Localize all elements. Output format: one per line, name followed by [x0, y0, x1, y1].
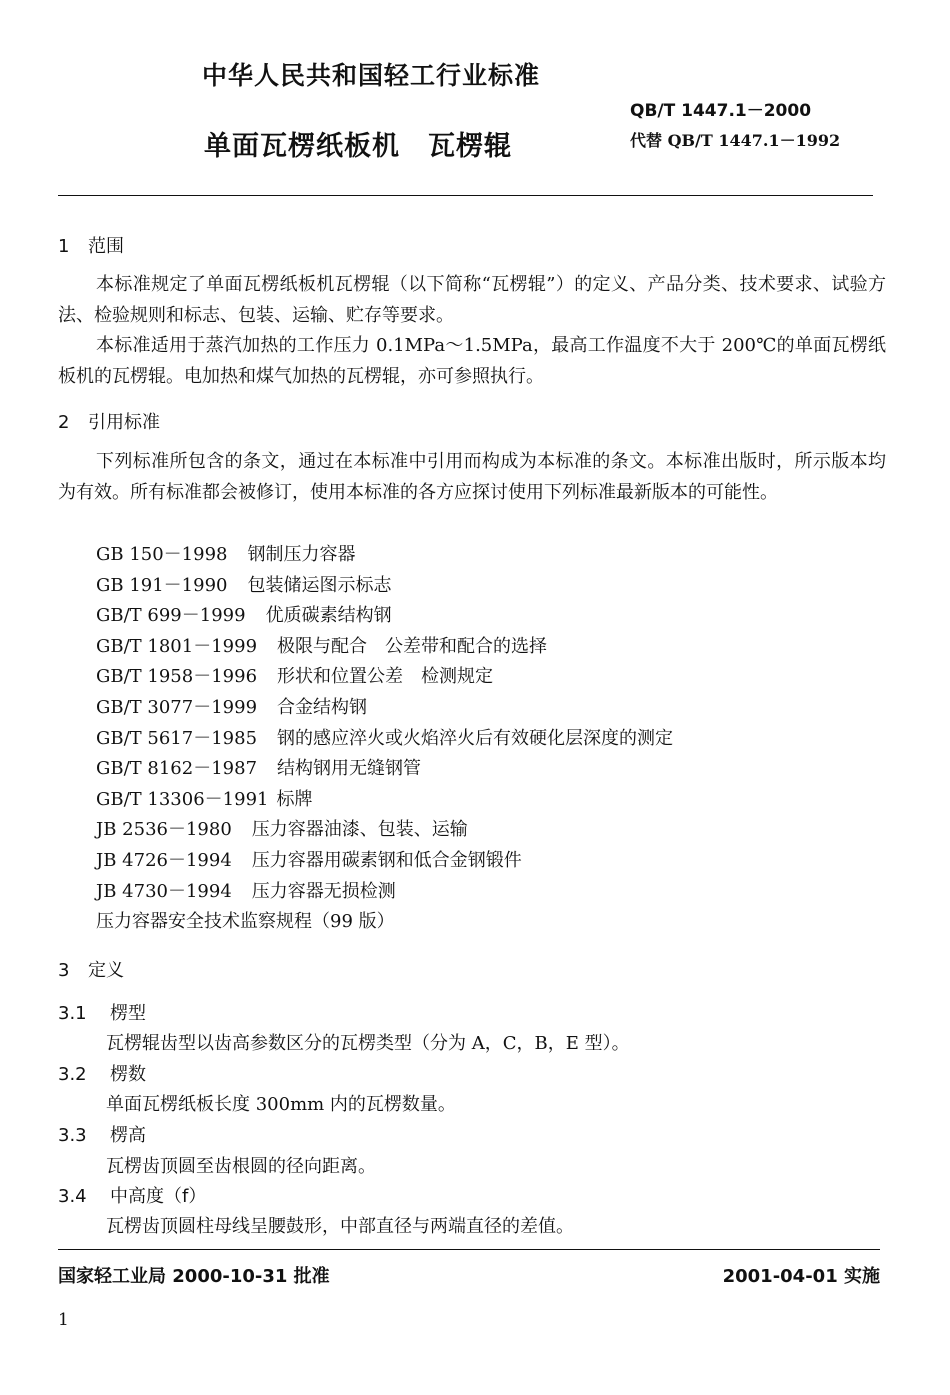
definition-term-3-2: 3.2 楞数	[58, 1064, 146, 1085]
standard-code: QB/T 1447.1－2000	[630, 101, 812, 121]
list-item: GB/T 5617－1985 钢的感应淬火或火焰淬火后有效硬化层深度的测定	[96, 727, 674, 749]
section-heading-scope: 1 范围	[58, 236, 124, 257]
list-item: GB 150－1998 钢制压力容器	[96, 544, 356, 565]
definition-term-3-1: 3.1 楞型	[58, 1003, 146, 1024]
header-divider	[58, 195, 873, 196]
list-item: JB 2536－1980 压力容器油漆、包装、运输	[96, 819, 468, 841]
scope-paragraph-1: 本标准规定了单面瓦楞纸板机瓦楞辊（以下简称“瓦楞辊”）的定义、产品分类、技术要求、试验方法、检验规则和标志、包装、运输、贮存等要求。	[58, 274, 886, 326]
list-item: GB/T 1958－1996 形状和位置公差 检测规定	[96, 666, 494, 688]
list-item: GB/T 3077－1999 合金结构钢	[96, 696, 368, 718]
definition-description-3-4: 瓦楞齿顶圆柱母线呈腰鼓形，中部直径与两端直径的差值。	[106, 1216, 574, 1237]
standard-category: 中华人民共和国轻工行业标准	[202, 61, 541, 90]
list-item: GB/T 1801－1999 极限与配合 公差带和配合的选择	[96, 635, 548, 657]
list-item: JB 4726－1994 压力容器用碳素钢和低合金钢锻件	[96, 849, 522, 871]
section-heading-references: 2 引用标准	[58, 412, 160, 433]
list-item: GB/T 699－1999 优质碳素结构钢	[96, 605, 392, 627]
list-item: 压力容器安全技术监察规程（99 版）	[96, 911, 395, 933]
document-title: 单面瓦楞纸板机 瓦楞辊	[204, 131, 512, 162]
page-number: 1	[58, 1310, 69, 1330]
effective-date: 2001-04-01 实施	[722, 1266, 880, 1287]
definition-description-3-2: 单面瓦楞纸板长度 300mm 内的瓦楞数量。	[106, 1094, 456, 1115]
definition-term-3-3: 3.3 楞高	[58, 1125, 146, 1146]
section-heading-definitions: 3 定义	[58, 960, 124, 981]
definition-description-3-1: 瓦楞辊齿型以齿高参数区分的瓦楞类型（分为 A，C，B，E 型）。	[106, 1033, 630, 1054]
list-item: GB 191－1990 包装储运图示标志	[96, 574, 392, 596]
replaces-standard: 代替 QB/T 1447.1－1992	[630, 131, 841, 150]
footer-divider	[58, 1249, 880, 1250]
scope-paragraph-2: 本标准适用于蒸汽加热的工作压力 0.1MPa～1.5MPa，最高工作温度不大于 200℃的单面瓦楞纸板机的瓦楞辊。电加热和煤气加热的瓦楞辊，亦可参照执行。	[58, 335, 886, 387]
list-item: GB/T 8162－1987 结构钢用无缝钢管	[96, 758, 422, 780]
references-intro: 下列标准所包含的条文，通过在本标准中引用而构成为本标准的条文。本标准出版时，所示版本均为有效。所有标准都会被修订，使用本标准的各方应探讨使用下列标准最新版本的可能性。	[58, 451, 886, 503]
approval-statement: 国家轻工业局 2000-10-31 批准	[58, 1266, 330, 1287]
definition-term-3-4: 3.4 中高度（f）	[58, 1186, 207, 1207]
definition-description-3-3: 瓦楞齿顶圆至齿根圆的径向距离。	[106, 1156, 376, 1177]
reference-list	[96, 540, 673, 938]
list-item: JB 4730－1994 压力容器无损检测	[96, 880, 396, 902]
list-item: GB/T 13306－1991 标牌	[96, 788, 313, 810]
